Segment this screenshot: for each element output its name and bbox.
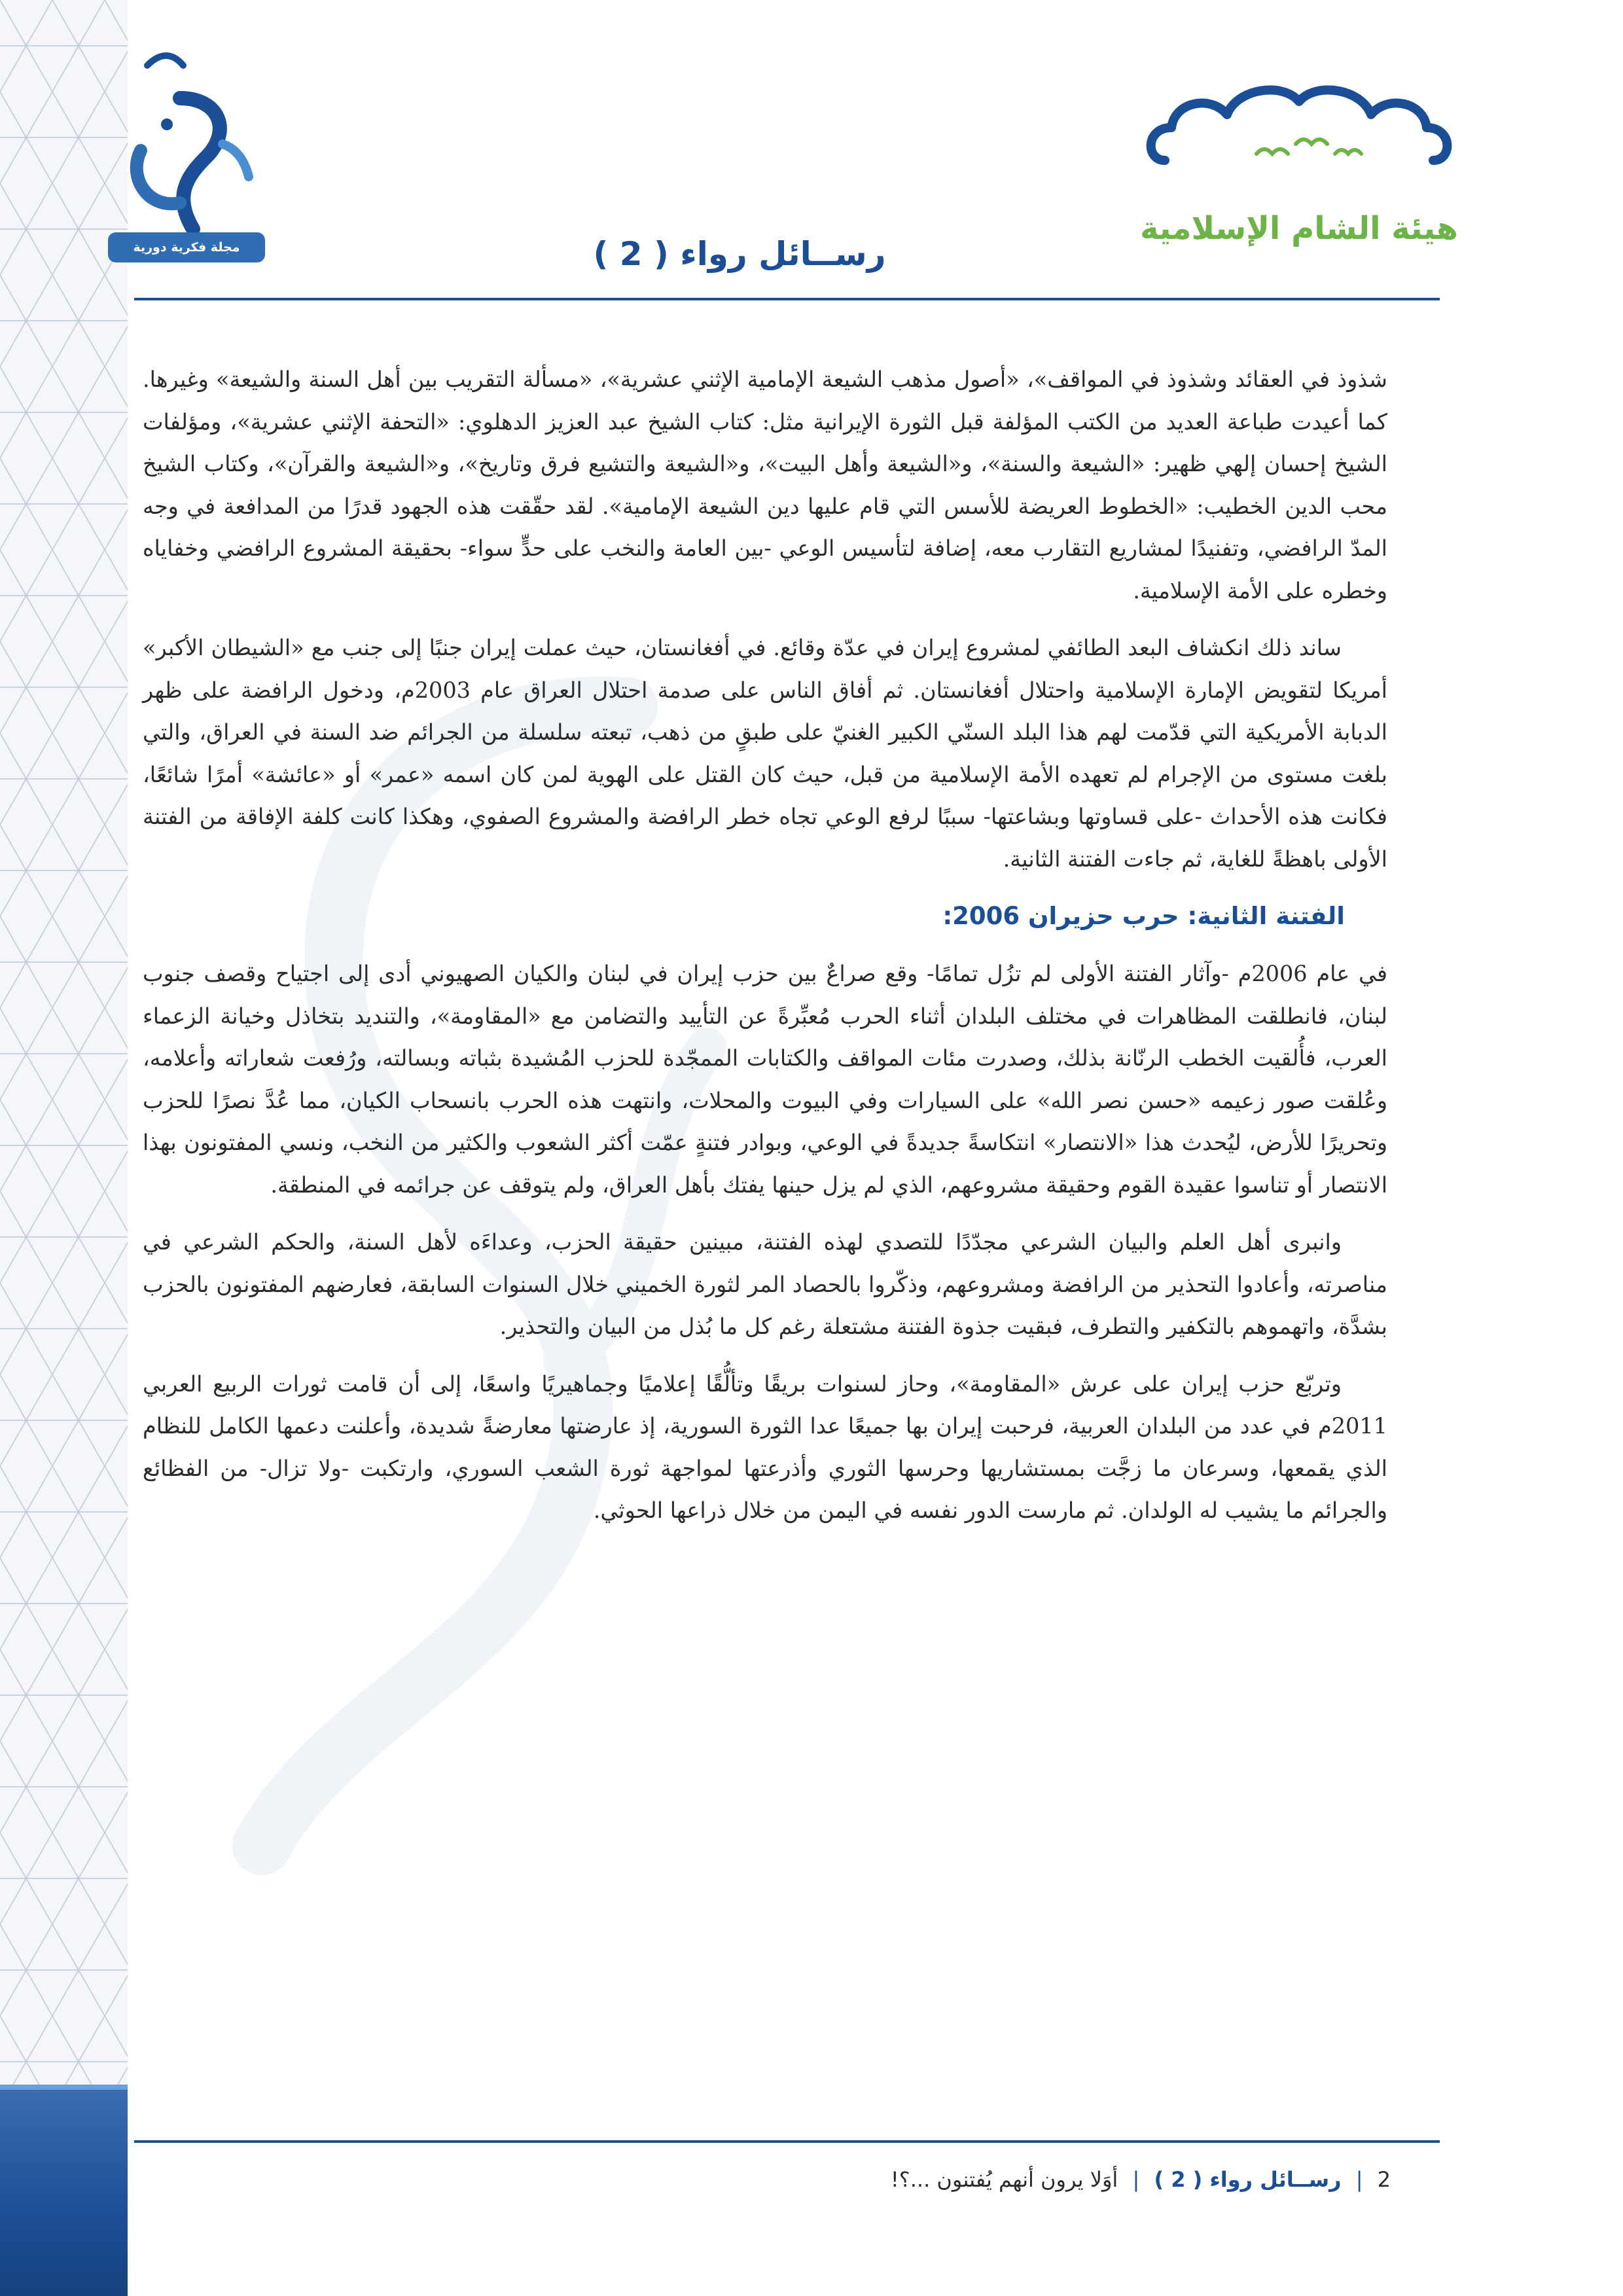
side-strip-blue-band <box>0 2085 128 2296</box>
side-pattern-strip <box>0 0 128 2296</box>
page-footer <box>484 2153 1391 2206</box>
lattice-pattern <box>0 0 128 2085</box>
header-title: رســائل رواء ( 2 ) <box>593 235 886 273</box>
footer-separator-2: | <box>1132 2167 1140 2192</box>
side-strip-light-line <box>0 2085 128 2090</box>
paragraph-2: ساند ذلك انكشاف البعد الطائفي لمشروع إيران في عدّة وقائع. في أفغانستان، حيث عملت إيران جنبًا إلى جنب مع «الشيطان الأكبر» أمريكا لتقويض الإمارة الإسلامية واحتلال أفغانستان. ثم أفاق الناس على صدمة احتلال العراق عام 2003م، ودخول الرافضة على ظهر الدبابة الأمريكية التي قدّمت لهم هذا البلد السنّي الكبير الغنيّ على طبقٍ من ذهب، تبعته سلسلة من الجرائم ضد السنة في العراق، والتي بلغت مستوى من الإجرام لم تعهده الأمة الإسلامية من قبل، حيث كان القتل على الهوية لمن كان اسمه «عمر» أو «عائشة» أمرًا شائعًا، فكانت هذه الأحداث -على قساوتها وبشاعتها- سببًا لرفع الوعي تجاه خطر الرافضة والمشروع الصفوي، وهكذا كانت كلفة الإفاقة من الفتنة الأولى باهظةً للغاية، ثم جاءت الفتنة الثانية. <box>143 635 1387 872</box>
footer-subtitle: أوَلا يرون أنهم يُفتنون ...؟! <box>890 2167 1118 2192</box>
paragraph-5: وتربّع حزب إيران على عرش «المقاومة»، وحاز لسنوات بريقًا وتألُّقًا إعلاميًا وجماهيريًا واسعًا، إلى أن قامت ثورات الربيع العربي 2011م في عدد من البلدان العربية، فرحبت إيران بها جميعًا عدا الثورة السورية، إذ عارضتها معارضةً شديدة، وأعلنت دعمها الكامل للنظام الذي يقمعها، وسرعان ما زجَّت بمستشاريها وحرسها الثوري وأذرعتها لمواجهة ثورة الشعب السوري، وارتكبت -ولا تزال- من الفظائع والجرائم ما يشيب له الولدان. ثم مارست الدور نفسه في اليمن من خلال ذراعها الحوثي. <box>143 1371 1387 1523</box>
section-heading: الفتنة الثانية: حرب حزيران 2006: <box>942 902 1345 930</box>
header-rule <box>134 298 1440 300</box>
rewaa-badge: مجلة فكرية دورية <box>108 232 265 262</box>
paragraph-3: في عام 2006م -وآثار الفتنة الأولى لم تزُل تمامًا- وقع صراعٌ بين حزب إيران في لبنان والكيان الصهيوني أدى إلى اجتياح وقصف جنوب لبنان، فانطلقت المظاهرات في مختلف البلدان أثناء الحرب مُعبِّرةً عن التأييد والتضامن مع «المقاومة»، والتنديد بتخاذل وخيانة الزعماء العرب، فأُلقيت الخطب الرنّانة بذلك، وصدرت مئات المواقف والكتابات الممجّدة للحزب المُشيدة بثباته وبسالته، ورُفعت شعاراته وأعلامه، وعُلقت صور زعيمه «حسن نصر الله» على السيارات وفي البيوت والمحلات، وانتهت هذه الحرب بانسحاب الكيان، مما عُدَّ نصرًا للحزب وتحريرًا للأرض، ليُحدث هذا «الانتصار» انتكاسةً جديدةً في الوعي، وبوادر فتنةٍ عمّت أكثر الشعوب والكثير من النخب، ونسي المفتونون بهذا الانتصار أو تناسوا عقيدة القوم وحقيقة مشروعهم، الذي لم يزل حينها يفتك بأهل العراق، ولم يتوقف عن جرائمه في المنطقة. <box>143 961 1387 1198</box>
paragraph-1: شذوذ في العقائد وشذوذ في المواقف»، «أصول مذهب الشيعة الإمامية الإثني عشرية»، «مسألة التقريب بين أهل السنة والشيعة» وغيرها. كما أعيدت طباعة العديد من الكتب المؤلفة قبل الثورة الإيرانية مثل: كتاب الشيخ عبد العزيز الدهلوي: «التحفة الإثني عشرية»، ومؤلفات الشيخ إحسان إلهي ظهير: «الشيعة والسنة»، و«الشيعة وأهل البيت»، و«الشيعة والتشيع فرق وتاريخ»، و«الشيعة والقرآن»، وكتاب الشيخ محب الدين الخطيب: «الخطوط العريضة للأسس التي قام عليها دين الشيعة الإمامية». لقد حقّقت هذه الجهود قدرًا من المدافعة في وجه المدّ الرافضي، وتفنيدًا لمشاريع التقارب معه، إضافة لتأسيس الوعي -بين العامة والنخب على حدٍّ سواء- بحقيقة المشروع الرافضي وخفاياه وخطره على الأمة الإسلامية. <box>143 367 1387 603</box>
footer-separator-1: | <box>1355 2167 1363 2192</box>
rewaa-logo <box>101 39 265 265</box>
hayaa-logo <box>1119 75 1479 272</box>
footer-title: رســائل رواء ( 2 ) <box>1154 2167 1342 2192</box>
article-body <box>143 359 1387 2113</box>
footer-rule <box>134 2140 1440 2143</box>
hayaa-logo-text: هيئة الشام الإسلامية <box>1140 210 1458 247</box>
paragraph-4: وانبرى أهل العلم والبيان الشرعي مجدّدًا للتصدي لهذه الفتنة، مبينين حقيقة الحزب، وعداءَه لأهل السنة، والحكم الشرعي في مناصرته، وأعادوا التحذير من الرافضة ومشروعهم، وذكّروا بالحصاد المر لثورة الخميني خلال السنوات السابقة، فعارضهم المفتونون بالحزب بشدَّة، واتهموهم بالتكفير والتطرف، فبقيت جذوة الفتنة مشتعلة رغم كل ما بُذل من البيان والتحذير. <box>143 1229 1387 1339</box>
page-number: 2 <box>1377 2167 1391 2192</box>
